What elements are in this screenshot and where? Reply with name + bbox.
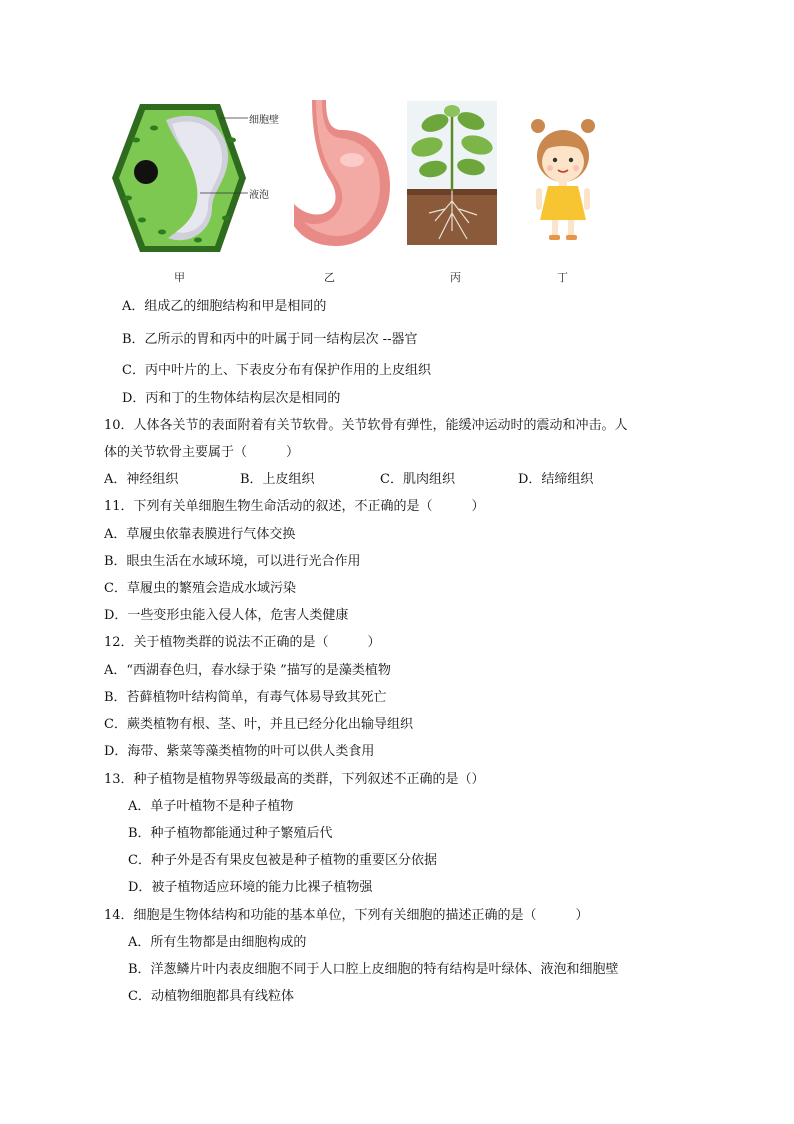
figure-label-ding: 丁 bbox=[557, 271, 568, 284]
q11-option-c: C．草履虫的繁殖会造成水域污染 bbox=[104, 581, 296, 596]
plant-image bbox=[407, 101, 497, 245]
q10-stem-line-2: 体的关节软骨主要属于（ ） bbox=[104, 445, 300, 460]
q13-option-b: B．种子植物都能通过种子繁殖后代 bbox=[128, 826, 333, 841]
stomach-image bbox=[290, 100, 395, 250]
q9-option-b: B．乙所示的胃和丙中的叶属于同一结构层次 --器官 bbox=[122, 332, 418, 347]
q13-stem: 13．种子植物是植物界等级最高的类群，下列叙述不正确的是（） bbox=[104, 772, 485, 787]
q10-option-b: B．上皮组织 bbox=[240, 472, 315, 487]
q14-option-b: B．洋葱鳞片叶内表皮细胞不同于人口腔上皮细胞的特有结构是叶绿体、液泡和细胞壁 bbox=[128, 962, 619, 977]
q11-option-a: A．草履虫依靠表膜进行气体交换 bbox=[104, 527, 296, 542]
q11-option-d: D．一些变形虫能入侵人体，危害人类健康 bbox=[104, 608, 349, 623]
vacuole-label: 液泡 bbox=[249, 190, 269, 201]
q12-option-d: D．海带、紫菜等藻类植物的叶可以供人类食用 bbox=[104, 744, 375, 759]
q10-option-a: A．神经组织 bbox=[104, 472, 179, 487]
q13-option-a: A．单子叶植物不是种子植物 bbox=[128, 799, 294, 814]
q14-option-c: C．动植物细胞都具有线粒体 bbox=[128, 989, 294, 1004]
plant-figure bbox=[407, 101, 497, 245]
figure-label-jia: 甲 bbox=[174, 271, 185, 284]
figure-row bbox=[0, 0, 794, 300]
q13-option-d: D．被子植物适应环境的能力比裸子植物强 bbox=[128, 880, 373, 895]
q12-option-b: B．苔藓植物叶结构简单，有毒气体易导致其死亡 bbox=[104, 690, 387, 705]
girl-image bbox=[526, 116, 600, 244]
cell-wall-label: 细胞壁 bbox=[249, 115, 279, 126]
stomach-figure bbox=[290, 100, 395, 250]
q10-option-d: D．结缔组织 bbox=[518, 472, 594, 487]
figure-label-yi: 乙 bbox=[324, 271, 335, 284]
q13-option-c: C．种子外是否有果皮包被是种子植物的重要区分依据 bbox=[128, 853, 437, 868]
plant-cell-figure bbox=[108, 100, 288, 260]
q9-option-d: D．丙和丁的生物体结构层次是相同的 bbox=[122, 391, 341, 406]
q12-stem: 12．关于植物类群的说法不正确的是（ ） bbox=[104, 635, 381, 650]
q11-stem: 11．下列有关单细胞生物生命活动的叙述，不正确的是（ ） bbox=[104, 499, 485, 514]
q10-option-c: C．肌肉组织 bbox=[380, 472, 455, 487]
q9-option-c: C．丙中叶片的上、下表皮分布有保护作用的上皮组织 bbox=[122, 363, 431, 378]
q11-option-b: B．眼虫生活在水域环境，可以进行光合作用 bbox=[104, 554, 361, 569]
q12-option-a: A．“西湖春色归，春水绿于染 ”描写的是藻类植物 bbox=[104, 663, 391, 678]
q10-stem-line-1: 10．人体各关节的表面附着有关节软骨。关节软骨有弹性，能缓冲运动时的震动和冲击。人 bbox=[104, 418, 628, 433]
q9-option-a: A．组成乙的细胞结构和甲是相同的 bbox=[122, 299, 327, 314]
q12-option-c: C．蕨类植物有根、茎、叶，并且已经分化出输导组织 bbox=[104, 717, 413, 732]
figure-label-bing: 丙 bbox=[450, 271, 461, 284]
q14-option-a: A．所有生物都是由细胞构成的 bbox=[128, 935, 307, 950]
q14-stem: 14．细胞是生物体结构和功能的基本单位，下列有关细胞的描述正确的是（ ） bbox=[104, 908, 589, 923]
girl-figure bbox=[526, 116, 600, 244]
